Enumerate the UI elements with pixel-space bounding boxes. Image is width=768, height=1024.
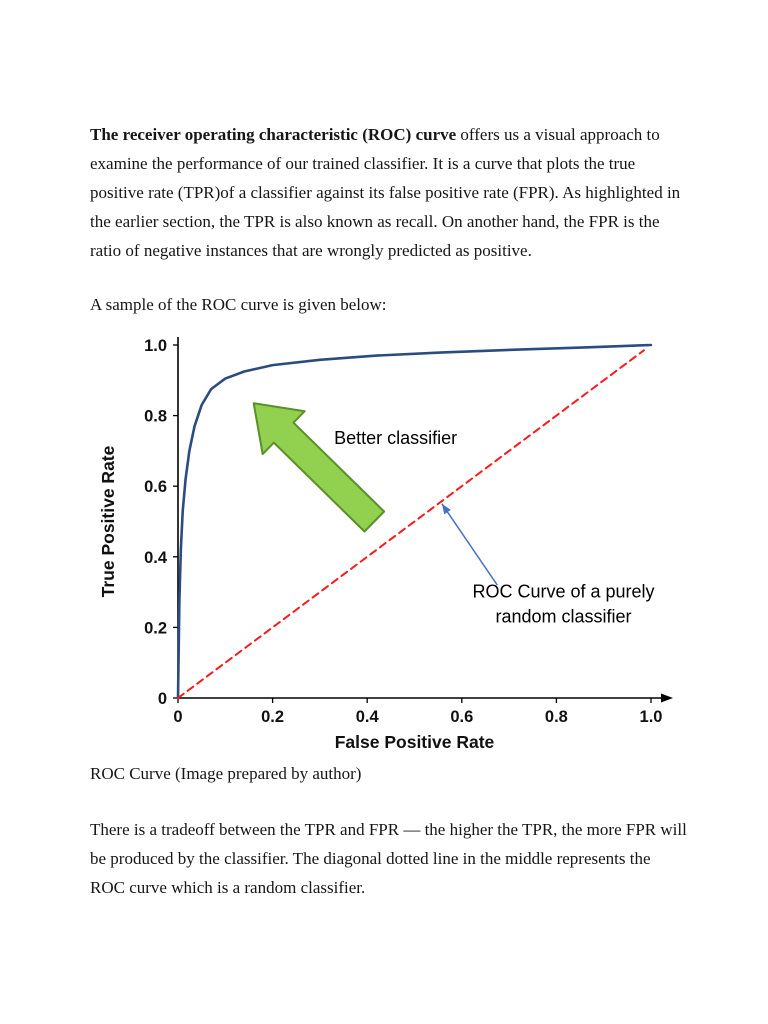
paragraph-tradeoff: There is a tradeoff between the TPR and FPR — the higher the TPR, the more FPR will be produced by the classifier. The diagonal dotted line in the middle represents the ROC curve which is a random classifier.: [90, 820, 687, 897]
x-axis-arrowhead: [661, 694, 673, 703]
y-tick-label: 0.6: [144, 478, 167, 497]
leader-line: [442, 504, 497, 585]
random-classifier-note-line2: random classifier: [495, 606, 632, 627]
x-tick-label: 0.2: [261, 708, 285, 726]
leader-arrowhead: [442, 504, 451, 515]
y-tick-label: 0.2: [144, 619, 167, 638]
roc-curve-figure: [90, 324, 715, 754]
paragraph-body-text: offers us a visual approach to examine the performance of our trained classifier. It is a curve that plots the true positive rate (TPR)of a classifier against its false positive rate (FPR). As highlighted in the earlier section, the TPR is also known as recall. On another hand, the FPR is the ratio of negative instances that are wrongly predicted as positive.: [90, 125, 681, 260]
y-tick-label: 0: [157, 690, 167, 708]
roc-chart-svg: [90, 324, 715, 754]
x-axis-title: False Positive Rate: [334, 732, 495, 752]
better-classifier-label: Better classifier: [334, 427, 458, 448]
paragraph-roc-intro: [90, 120, 688, 265]
figure-caption: ROC Curve (Image prepared by author): [90, 764, 362, 783]
random-classifier-note-line1: ROC Curve of a purely: [472, 581, 655, 602]
y-axis-title: True Positive Rate: [98, 445, 118, 598]
x-tick-label: 0.6: [450, 708, 474, 726]
x-tick-label: 0: [173, 708, 183, 726]
x-tick-label: 0.8: [544, 708, 568, 726]
random-diagonal-line: [178, 350, 644, 698]
y-tick-label: 0.8: [144, 407, 167, 426]
better-classifier-arrow: [254, 403, 384, 531]
y-tick-label: 1.0: [144, 337, 167, 355]
y-tick-label: 0.4: [144, 548, 167, 567]
x-tick-label: 1.0: [639, 708, 663, 726]
x-tick-label: 0.4: [355, 708, 379, 726]
paragraph-bold-lead: The receiver operating characteristic (ROC) curve: [90, 125, 457, 144]
sample-intro-line: A sample of the ROC curve is given below:: [90, 295, 387, 314]
